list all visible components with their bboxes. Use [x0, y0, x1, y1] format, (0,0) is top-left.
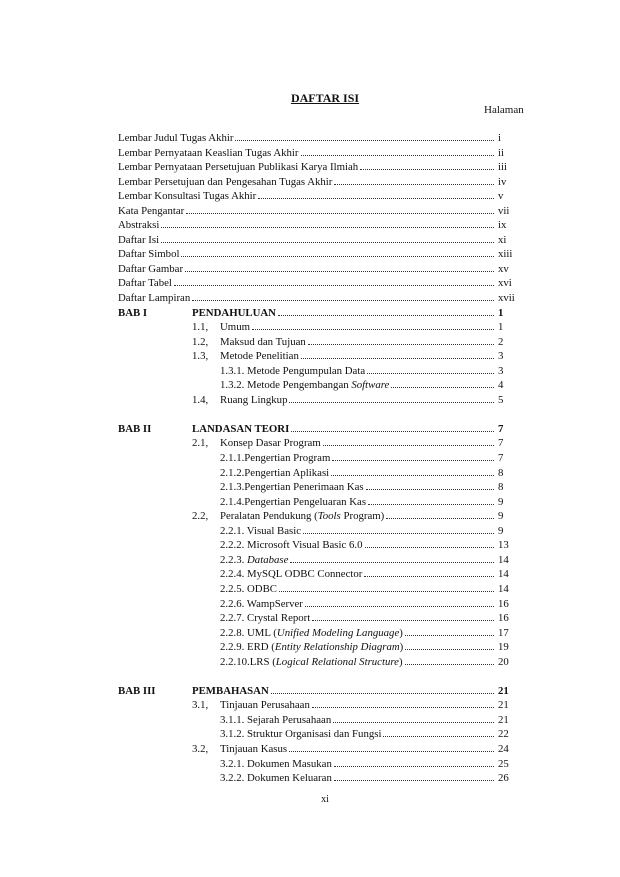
toc-subsection-row [118, 713, 528, 728]
toc-front-entry [118, 276, 528, 291]
chapter-number: BAB III [118, 684, 156, 697]
toc-subsection-label: 2.1.1.Pengertian Program [220, 452, 331, 465]
toc-page-number: 21 [498, 684, 509, 697]
toc-page-number: 26 [498, 772, 509, 785]
dot-leader [289, 393, 494, 403]
dot-leader [312, 611, 494, 621]
section-number: 3.1, [192, 699, 209, 712]
toc-section-label: Tinjauan Perusahaan [220, 699, 310, 712]
toc-front-entry [118, 131, 528, 146]
toc-subsection-row [118, 364, 528, 379]
toc-page-number: 16 [498, 597, 509, 610]
toc-section-row [118, 698, 528, 713]
dot-leader [289, 742, 494, 752]
chapter-spacer [118, 669, 528, 684]
toc-page-number: 4 [498, 379, 504, 392]
toc-front-entry-label: Daftar Gambar [118, 262, 184, 275]
page-title: DAFTAR ISI [290, 91, 360, 105]
toc-page-number: xvi [498, 277, 512, 290]
toc-page-number: 21 [498, 699, 509, 712]
dot-leader [333, 713, 494, 723]
toc-subsection-label: 1.3.2. Metode Pengembangan Software [220, 379, 390, 392]
dot-leader [258, 189, 494, 199]
toc-subsection-label-italic: Logical Relational Structure [275, 655, 399, 668]
dot-leader [290, 553, 494, 563]
toc-subsection-row [118, 597, 528, 612]
chapter-title: PENDAHULUAN [192, 306, 276, 319]
toc-subsection-row [118, 451, 528, 466]
toc-chapter-row [118, 684, 528, 699]
toc-page-number: 1 [498, 321, 504, 334]
toc-subsection-label: 3.1.1. Sejarah Perusahaan [220, 713, 332, 726]
toc-subsection-label: 2.2.3. Database [220, 553, 289, 566]
dot-leader [185, 262, 494, 272]
toc-subsection-row [118, 378, 528, 393]
toc-front-entry-label: Daftar Tabel [118, 277, 172, 290]
toc-page-number: 7 [498, 422, 504, 435]
toc-page-number: 8 [498, 466, 504, 479]
toc-front-entry-label: Daftar Lampiran [118, 292, 191, 305]
toc-front-entry-label: Kata Pengantar [118, 204, 185, 217]
toc-page-number: vii [498, 204, 510, 217]
dot-leader [305, 597, 494, 607]
dot-leader [364, 567, 494, 577]
toc-section-label: Metode Penelitian [220, 350, 299, 363]
toc-page-number: xv [498, 262, 509, 275]
section-number: 3.2, [192, 742, 209, 755]
dot-leader [391, 378, 494, 388]
toc-subsection-row [118, 771, 528, 786]
toc-subsection-label: 2.2.9. ERD (Entity Relationship Diagram) [220, 641, 404, 654]
dot-leader [312, 698, 494, 708]
toc-subsection-label-italic: Unified Modeling Language [276, 626, 400, 639]
toc-chapter-row [118, 306, 528, 321]
section-number: 2.2, [192, 510, 209, 523]
toc-page-number: iv [498, 175, 507, 188]
toc-page-number: 3 [498, 364, 504, 377]
dot-leader [334, 771, 494, 781]
toc-subsection-row [118, 480, 528, 495]
toc-page-number: xvii [498, 292, 515, 305]
toc-page-number: 19 [498, 641, 509, 654]
dot-leader [365, 538, 495, 548]
toc-page-number: 5 [498, 393, 504, 406]
toc-section-row [118, 335, 528, 350]
toc-page-number: 14 [498, 582, 509, 595]
toc-subsection-row [118, 582, 528, 597]
dot-leader [331, 466, 494, 476]
toc-subsection-label: 3.1.2. Struktur Organisasi dan Fungsi [220, 728, 382, 741]
toc-subsection-label: 2.2.1. Visual Basic [220, 524, 302, 537]
toc-front-entry [118, 247, 528, 262]
toc-subsection-label: 3.2.1. Dokumen Masukan [220, 757, 332, 770]
page-column-header: Halaman [484, 104, 524, 116]
toc-front-entry [118, 204, 528, 219]
toc-front-entry-label: Daftar Simbol [118, 248, 180, 261]
dot-leader [383, 727, 494, 737]
dot-leader [279, 582, 494, 592]
toc-subsection-label: 2.1.3.Pengertian Penerimaan Kas [220, 481, 364, 494]
toc-page-number: iii [498, 161, 507, 174]
toc-subsection-row [118, 495, 528, 510]
toc-subsection-row [118, 757, 528, 772]
toc-front-entry-label: Lembar Pernyataan Persetujuan Publikasi Karya Ilmiah [118, 161, 359, 174]
dot-leader [332, 451, 494, 461]
dot-leader [366, 480, 494, 490]
toc-subsection-label: 1.3.1. Metode Pengumpulan Data [220, 364, 366, 377]
toc-front-entry [118, 189, 528, 204]
toc-page-number: 21 [498, 713, 509, 726]
toc-section-row [118, 742, 528, 757]
toc-page-number: 1 [498, 306, 504, 319]
toc-front-entry-label: Lembar Konsultasi Tugas Akhir [118, 190, 257, 203]
dot-leader [161, 233, 494, 243]
dot-leader [301, 349, 494, 359]
toc-section-row [118, 349, 528, 364]
toc-page-number: v [498, 190, 504, 203]
toc-section-label-italic: Tools [317, 510, 341, 523]
toc-section-label: Peralatan Pendukung (Tools Program) [220, 510, 385, 523]
dot-leader [291, 422, 494, 432]
toc-subsection-label-italic: Software [351, 379, 390, 392]
toc-front-entry [118, 175, 528, 190]
toc-section-label: Tinjauan Kasus [220, 742, 288, 755]
toc-section-row [118, 320, 528, 335]
toc-front-entry [118, 262, 528, 277]
toc-subsection-label: 2.1.2.Pengertian Aplikasi [220, 466, 330, 479]
dot-leader [278, 306, 494, 316]
dot-leader [235, 131, 494, 141]
toc-subsection-label: 2.2.2. Microsoft Visual Basic 6.0 [220, 539, 363, 552]
dot-leader [405, 640, 494, 650]
toc-front-entry [118, 233, 528, 248]
dot-leader [303, 524, 494, 534]
toc-page-number: 17 [498, 626, 509, 639]
toc-page-number: 14 [498, 568, 509, 581]
toc-subsection-row [118, 553, 528, 568]
dot-leader [181, 247, 494, 257]
toc-front-entry [118, 160, 528, 175]
toc-front-entry [118, 146, 528, 161]
chapter-title: PEMBAHASAN [192, 684, 269, 697]
chapter-spacer [118, 407, 528, 422]
toc-subsection-label-italic: Database [247, 553, 289, 566]
section-number: 1.1, [192, 321, 209, 334]
toc-subsection-label-italic: Entity Relationship Diagram [274, 641, 400, 654]
dot-leader [161, 218, 494, 228]
toc-subsection-label: 2.2.5. ODBC [220, 582, 277, 595]
toc-page-number: 3 [498, 350, 504, 363]
toc-page-number: 8 [498, 481, 504, 494]
toc-page-number: 7 [498, 452, 504, 465]
toc-subsection-label: 2.2.10.LRS (Logical Relational Structure) [220, 655, 403, 668]
toc-page-number: 25 [498, 757, 509, 770]
toc-page-number: 9 [498, 510, 504, 523]
toc-section-row [118, 393, 528, 408]
toc-page-number: i [498, 132, 501, 144]
toc-page-number: 14 [498, 553, 509, 566]
dot-leader [334, 175, 494, 185]
toc-front-entry [118, 291, 528, 306]
dot-leader [174, 276, 494, 286]
toc-section-label: Umum [220, 321, 250, 334]
chapter-number: BAB I [118, 306, 148, 319]
dot-leader [192, 291, 494, 301]
toc-subsection-row [118, 567, 528, 582]
toc-subsection-label: 2.2.6. WampServer [220, 597, 303, 610]
section-number: 1.2, [192, 335, 209, 348]
toc-section-label: Konsep Dasar Program [220, 437, 321, 450]
toc-page-number: ii [498, 146, 504, 159]
toc-subsection-label: 2.2.4. MySQL ODBC Connector [220, 568, 363, 581]
dot-leader [405, 655, 494, 665]
table-of-contents [118, 131, 528, 786]
toc-front-entry [118, 218, 528, 233]
section-number: 1.3, [192, 350, 209, 363]
toc-page-number: xi [498, 233, 507, 246]
toc-subsection-row [118, 655, 528, 670]
toc-subsection-row [118, 727, 528, 742]
toc-page-number: 16 [498, 612, 509, 625]
toc-front-entry-label: Lembar Pernyataan Keaslian Tugas Akhir [118, 146, 299, 159]
toc-page-number: 9 [498, 495, 504, 508]
toc-page-number: 24 [498, 742, 509, 755]
toc-section-row [118, 436, 528, 451]
toc-page-number: 2 [498, 335, 504, 348]
dot-leader [271, 684, 494, 694]
toc-page-number: 20 [498, 655, 509, 668]
toc-subsection-label: 2.2.7. Crystal Report [220, 612, 311, 625]
chapter-title: LANDASAN TEORI [192, 422, 290, 435]
dot-leader [386, 509, 494, 519]
toc-subsection-row [118, 524, 528, 539]
dot-leader [323, 436, 494, 446]
dot-leader [252, 320, 494, 330]
dot-leader [367, 364, 494, 374]
toc-page-number: ix [498, 219, 507, 232]
toc-subsection-label: 3.2.2. Dokumen Keluaran [220, 772, 332, 785]
toc-section-row [118, 509, 528, 524]
toc-subsection-row [118, 611, 528, 626]
toc-chapter-row [118, 422, 528, 437]
toc-section-label: Maksud dan Tujuan [220, 335, 306, 348]
toc-front-entry-label: Abstraksi [118, 219, 160, 232]
toc-subsection-row [118, 538, 528, 553]
toc-section-label: Ruang Lingkup [220, 393, 288, 406]
dot-leader [368, 495, 494, 505]
dot-leader [186, 204, 494, 214]
section-number: 2.1, [192, 437, 209, 450]
dot-leader [360, 160, 494, 170]
toc-front-entry-label: Daftar Isi [118, 233, 160, 246]
toc-subsection-row [118, 466, 528, 481]
dot-leader [334, 757, 494, 767]
dot-leader [405, 626, 494, 636]
chapter-number: BAB II [118, 422, 152, 435]
toc-front-entry-label: Lembar Judul Tugas Akhir [118, 132, 234, 144]
toc-page-number: 7 [498, 437, 504, 450]
toc-page-number: 13 [498, 539, 509, 552]
toc-front-entry-label: Lembar Persetujuan dan Pengesahan Tugas Akhir [118, 175, 333, 188]
section-number: 1.4, [192, 393, 209, 406]
dot-leader [301, 146, 494, 156]
toc-page-number: xiii [498, 248, 513, 261]
toc-subsection-label: 2.1.4.Pengertian Pengeluaran Kas [220, 495, 367, 508]
toc-subsection-row [118, 640, 528, 655]
toc-subsection-label: 2.2.8. UML (Unified Modeling Language) [220, 626, 403, 639]
toc-page-number: 22 [498, 728, 509, 741]
page-number-footer: xi [321, 794, 329, 805]
toc-subsection-row [118, 626, 528, 641]
dot-leader [308, 335, 494, 345]
toc-page-number: 9 [498, 524, 504, 537]
